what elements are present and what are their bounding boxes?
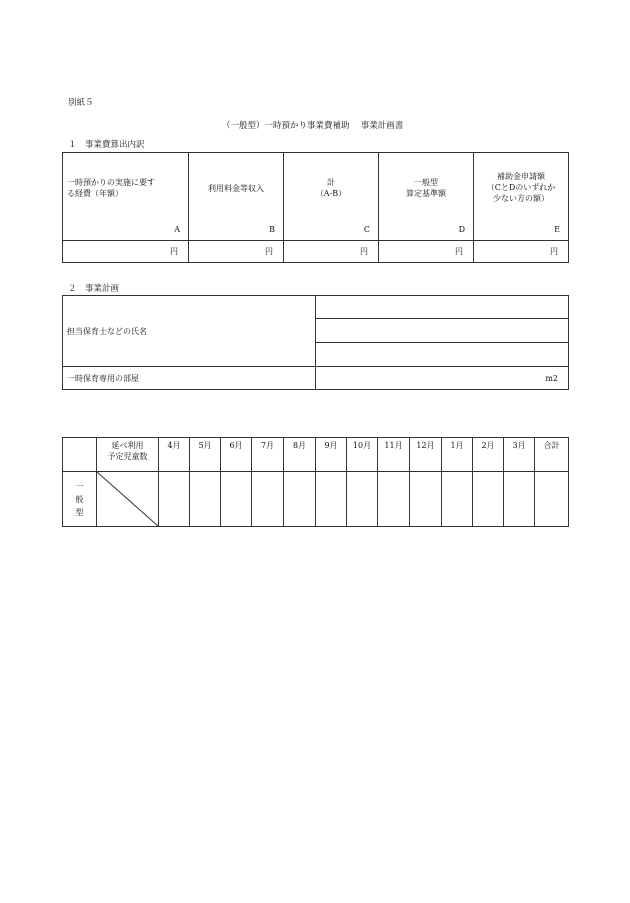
column-e-letter: E xyxy=(554,225,560,234)
total-value[interactable] xyxy=(535,472,569,527)
document-title: （一般型）一時預かり事業費補助 事業計画書 xyxy=(222,121,404,131)
month-value-2[interactable] xyxy=(473,472,504,527)
month-value-4[interactable] xyxy=(159,472,190,527)
children-count-label-2: 予定児童数 xyxy=(107,452,148,461)
month-value-10[interactable] xyxy=(347,472,378,527)
column-d-label-1: 一般型 xyxy=(414,178,438,187)
month-value-7[interactable] xyxy=(252,472,284,527)
month-header-9: 9月 xyxy=(316,438,347,472)
month-value-6[interactable] xyxy=(221,472,252,527)
column-e-amount-cell[interactable]: 円 xyxy=(474,241,569,263)
column-c-label-1: 計 xyxy=(327,178,335,187)
column-e-label-1: 補助金申請額 xyxy=(497,172,545,181)
column-d-header xyxy=(379,153,474,241)
month-header-2: 2月 xyxy=(473,438,504,472)
general-type-char-3: 型 xyxy=(75,507,84,517)
staff-names-label: 担当保育士などの氏名 xyxy=(63,296,316,367)
corner-cell xyxy=(63,438,97,472)
section1-heading: １ 事業費算出内訳 xyxy=(68,140,145,150)
column-b-amount-cell[interactable]: 円 xyxy=(189,241,284,263)
diagonal-slash-cell xyxy=(97,472,159,527)
column-c-header xyxy=(284,153,379,241)
staff-name-field-3[interactable] xyxy=(316,343,569,367)
column-a-amount-cell[interactable]: 円 xyxy=(63,241,189,263)
month-header-3: 3月 xyxy=(504,438,535,472)
month-header-5: 5月 xyxy=(190,438,221,472)
month-header-12: 12月 xyxy=(410,438,442,472)
month-header-10: 10月 xyxy=(347,438,378,472)
column-c-letter: C xyxy=(363,225,370,234)
column-d-amount-cell[interactable]: 円 xyxy=(379,241,474,263)
month-value-3[interactable] xyxy=(504,472,535,527)
general-type-row-label xyxy=(63,472,97,527)
monthly-children-table xyxy=(62,437,569,527)
general-type-char-1: 一 xyxy=(75,481,84,491)
column-c-amount-cell[interactable]: 円 xyxy=(284,241,379,263)
column-a-label-2: る経費（年額） xyxy=(67,189,123,198)
business-plan-table xyxy=(62,295,569,390)
month-header-7: 7月 xyxy=(252,438,284,472)
month-value-5[interactable] xyxy=(190,472,221,527)
column-e-label-3: 少ない方の額） xyxy=(493,194,549,203)
general-type-char-2: 般 xyxy=(75,494,84,504)
month-header-4: 4月 xyxy=(159,438,190,472)
column-e-label-2: （CとDのいずれか xyxy=(486,183,556,192)
room-label: 一時保育専用の部屋 xyxy=(63,367,316,390)
children-count-header xyxy=(97,438,159,472)
month-value-8[interactable] xyxy=(284,472,316,527)
column-a-header xyxy=(63,153,189,241)
column-b-label-1: 利用料金等収入 xyxy=(208,184,264,193)
staff-name-field-2[interactable] xyxy=(316,319,569,343)
expense-breakdown-table xyxy=(62,152,569,263)
section2-heading: ２ 事業計画 xyxy=(68,284,120,294)
column-a-label-1: 一時預かりの実施に要す xyxy=(67,178,155,187)
month-value-1[interactable] xyxy=(442,472,473,527)
total-header: 合計 xyxy=(535,438,569,472)
month-header-1: 1月 xyxy=(442,438,473,472)
month-value-11[interactable] xyxy=(378,472,410,527)
column-b-letter: B xyxy=(269,225,275,234)
month-value-12[interactable] xyxy=(410,472,442,527)
column-e-header xyxy=(474,153,569,241)
month-header-11: 11月 xyxy=(378,438,410,472)
attachment-label: 別紙５ xyxy=(68,98,94,108)
column-b-header xyxy=(189,153,284,241)
column-d-letter: D xyxy=(458,225,465,234)
month-header-6: 6月 xyxy=(221,438,252,472)
staff-name-field-1[interactable] xyxy=(316,296,569,319)
diagonal-slash-icon xyxy=(97,472,158,526)
children-count-label-1: 延べ利用 xyxy=(111,441,144,450)
room-area-field[interactable]: m2 xyxy=(316,367,569,390)
month-value-9[interactable] xyxy=(316,472,347,527)
column-d-label-2: 算定基準額 xyxy=(406,189,446,198)
column-c-label-2: （A-B） xyxy=(315,189,347,198)
month-header-8: 8月 xyxy=(284,438,316,472)
column-a-letter: A xyxy=(174,225,180,234)
